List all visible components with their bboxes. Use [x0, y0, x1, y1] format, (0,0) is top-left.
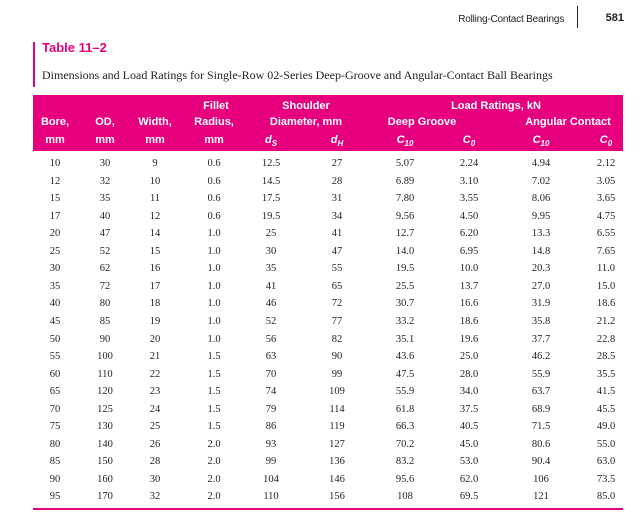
table-caption: Dimensions and Load Ratings for Single-Row 02-Series Deep-Groove and Angular-Contact Ball Bearings	[42, 68, 553, 82]
running-head: Rolling-Contact Bearings	[458, 14, 564, 25]
cell-deep-c0: 37.5	[459, 403, 479, 415]
cell-deep-c10: 5.07	[395, 158, 415, 169]
cell-ang-c10: 106	[533, 473, 549, 485]
cell-od: 130	[97, 421, 113, 433]
cell-od: 30	[99, 158, 111, 169]
cell-radius: 1.5	[207, 368, 221, 380]
cell-ang-c0: 2.12	[596, 158, 616, 169]
table-header	[33, 95, 623, 151]
cell-ds: 17.5	[261, 193, 281, 205]
cell-deep-c10: 43.6	[395, 351, 415, 363]
cell-deep-c0: 69.5	[459, 491, 479, 503]
cell-od: 62	[99, 263, 111, 275]
cell-width: 24	[149, 403, 161, 415]
cell-width: 19	[149, 315, 161, 327]
cell-ang-c10: 35.8	[531, 315, 551, 327]
cell-width: 12	[149, 210, 161, 222]
cell-ds: 86	[265, 421, 277, 433]
cell-deep-c0: 28.0	[459, 368, 479, 380]
cell-ds: 14.5	[261, 175, 281, 187]
cell-deep-c10: 30.7	[395, 298, 415, 310]
cell-radius: 1.0	[207, 333, 221, 345]
cell-radius: 1.0	[207, 263, 221, 275]
cell-ang-c10: 68.9	[531, 403, 551, 415]
cell-deep-c10: 70.2	[395, 438, 415, 450]
cell-ang-c10: 63.7	[531, 386, 551, 398]
cell-width: 23	[149, 386, 161, 398]
cell-deep-c10: 83.2	[395, 456, 415, 468]
cell-bore: 55	[49, 351, 61, 363]
cell-bore: 20	[49, 228, 61, 240]
cell-ang-c10: 8.06	[531, 193, 551, 205]
unit-bore: mm	[45, 134, 65, 146]
cell-od: 85	[99, 315, 111, 327]
cell-radius: 2.0	[207, 491, 221, 503]
cell-od: 110	[97, 368, 113, 380]
cell-ds: 52	[265, 315, 277, 327]
cell-width: 22	[149, 368, 161, 380]
header-diameter: Diameter, mm	[269, 116, 343, 128]
title-accent-bar	[33, 42, 35, 87]
cell-ds: 79	[265, 403, 277, 415]
cell-bore: 85	[49, 456, 61, 468]
cell-bore: 12	[49, 175, 61, 187]
cell-ang-c10: 27.0	[531, 280, 551, 292]
cell-bore: 70	[49, 403, 61, 415]
cell-deep-c0: 6.20	[459, 228, 479, 240]
cell-deep-c10: 12.7	[395, 228, 415, 240]
cell-width: 20	[149, 333, 161, 345]
cell-bore: 17	[49, 210, 61, 222]
cell-ang-c0: 3.05	[596, 175, 616, 187]
cell-deep-c10: 14.0	[395, 245, 415, 257]
cell-od: 47	[99, 228, 111, 240]
cell-deep-c0: 34.0	[459, 386, 479, 398]
cell-ds: 99	[265, 456, 277, 468]
unit-deep-c10: $C_{10}$	[396, 134, 414, 149]
header-width: Width,	[138, 116, 172, 128]
cell-deep-c0: 16.6	[459, 298, 479, 310]
cell-ang-c0: 3.65	[596, 193, 616, 205]
cell-radius: 1.5	[207, 386, 221, 398]
unit-radius: mm	[204, 134, 224, 146]
cell-ang-c0: 6.55	[596, 228, 616, 240]
cell-bore: 90	[49, 473, 61, 485]
cell-ang-c0: 35.5	[596, 368, 616, 380]
cell-deep-c10: 19.5	[395, 263, 415, 275]
cell-radius: 1.0	[207, 228, 221, 240]
cell-deep-c0: 2.24	[459, 158, 479, 169]
cell-deep-c0: 13.7	[459, 280, 479, 292]
cell-ds: 56	[265, 333, 277, 345]
cell-ang-c10: 20.3	[531, 263, 551, 275]
cell-dh: 109	[329, 386, 345, 398]
cell-dh: 156	[329, 491, 345, 503]
cell-ang-c0: 22.8	[596, 333, 616, 345]
cell-radius: 1.5	[207, 351, 221, 363]
cell-bore: 35	[49, 280, 61, 292]
cell-ang-c0: 85.0	[596, 491, 616, 503]
cell-width: 15	[149, 245, 161, 257]
cell-od: 150	[97, 456, 113, 468]
cell-width: 11	[149, 193, 161, 205]
cell-deep-c10: 95.6	[395, 473, 415, 485]
cell-deep-c0: 40.5	[459, 421, 479, 433]
cell-ang-c10: 37.7	[531, 333, 551, 345]
cell-radius: 2.0	[207, 438, 221, 450]
unit-ang-c0: $C_0$	[599, 134, 613, 149]
cell-ang-c10: 80.6	[531, 438, 551, 450]
cell-od: 100	[97, 351, 113, 363]
cell-od: 125	[97, 403, 113, 415]
cell-deep-c10: 55.9	[395, 386, 415, 398]
cell-od: 80	[99, 298, 111, 310]
cell-od: 32	[99, 175, 111, 187]
cell-deep-c10: 47.5	[395, 368, 415, 380]
cell-dh: 31	[331, 193, 343, 205]
cell-bore: 40	[49, 298, 61, 310]
cell-ang-c10: 13.3	[531, 228, 551, 240]
cell-ang-c10: 46.2	[531, 351, 551, 363]
cell-ang-c0: 15.0	[596, 280, 616, 292]
cell-deep-c0: 3.10	[459, 175, 479, 187]
cell-deep-c10: 7.80	[395, 193, 415, 205]
cell-od: 160	[97, 473, 113, 485]
cell-ang-c10: 31.9	[531, 298, 551, 310]
cell-bore: 15	[49, 193, 61, 205]
cell-dh: 34	[331, 210, 343, 222]
cell-ds: 25	[265, 228, 277, 240]
cell-radius: 1.0	[207, 315, 221, 327]
cell-ang-c0: 7.65	[596, 245, 616, 257]
cell-bore: 95	[49, 491, 61, 503]
cell-width: 32	[149, 491, 161, 503]
cell-radius: 1.0	[207, 245, 221, 257]
cell-radius: 1.0	[207, 298, 221, 310]
cell-ang-c0: 18.6	[596, 298, 616, 310]
cell-ds: 93	[265, 438, 277, 450]
cell-dh: 82	[331, 333, 343, 345]
cell-ang-c10: 55.9	[531, 368, 551, 380]
cell-ang-c0: 63.0	[596, 456, 616, 468]
cell-deep-c10: 108	[397, 491, 413, 503]
cell-dh: 27	[331, 158, 343, 169]
cell-ang-c0: 41.5	[596, 386, 616, 398]
cell-ang-c0: 49.0	[596, 421, 616, 433]
cell-dh: 55	[331, 263, 343, 275]
cell-dh: 28	[331, 175, 343, 187]
cell-radius: 0.6	[207, 210, 221, 222]
header-load-ratings: Load Ratings, kN	[451, 100, 541, 112]
header-shoulder: Shoulder	[282, 100, 330, 112]
header-bore: Bore,	[40, 116, 70, 128]
cell-ds: 63	[265, 351, 277, 363]
cell-radius: 1.5	[207, 403, 221, 415]
cell-width: 18	[149, 298, 161, 310]
cell-width: 16	[149, 263, 161, 275]
cell-width: 28	[149, 456, 161, 468]
cell-dh: 127	[329, 438, 345, 450]
unit-od: mm	[95, 134, 115, 146]
cell-ds: 70	[265, 368, 277, 380]
cell-width: 26	[149, 438, 161, 450]
header-angular-contact: Angular Contact	[525, 116, 611, 128]
cell-width: 9	[152, 158, 158, 169]
cell-dh: 136	[329, 456, 345, 468]
cell-ang-c10: 4.94	[531, 158, 551, 169]
cell-radius: 1.5	[207, 421, 221, 433]
cell-ang-c0: 21.2	[596, 315, 616, 327]
cell-ang-c0: 28.5	[596, 351, 616, 363]
header-od: OD,	[95, 116, 115, 128]
cell-width: 25	[149, 421, 161, 433]
cell-radius: 2.0	[207, 473, 221, 485]
cell-width: 10	[149, 175, 161, 187]
unit-ang-c10: $C_{10}$	[532, 134, 550, 149]
cell-ds: 41	[265, 280, 277, 292]
cell-ang-c0: 4.75	[596, 210, 616, 222]
cell-ang-c10: 121	[533, 491, 549, 503]
cell-ang-c0: 11.0	[597, 263, 615, 275]
cell-ds: 46	[265, 298, 277, 310]
cell-od: 35	[99, 193, 111, 205]
cell-deep-c10: 61.8	[395, 403, 415, 415]
cell-od: 72	[99, 280, 111, 292]
cell-deep-c10: 35.1	[395, 333, 415, 345]
cell-deep-c0: 25.0	[459, 351, 479, 363]
cell-radius: 0.6	[207, 175, 221, 187]
cell-ang-c0: 73.5	[596, 473, 616, 485]
cell-width: 17	[149, 280, 161, 292]
cell-od: 52	[99, 245, 111, 257]
cell-width: 30	[149, 473, 161, 485]
page-number: 581	[605, 12, 624, 24]
cell-bore: 60	[49, 368, 61, 380]
cell-dh: 90	[331, 351, 343, 363]
cell-deep-c0: 6.95	[459, 245, 479, 257]
cell-bore: 30	[49, 263, 61, 275]
cell-deep-c10: 66.3	[395, 421, 415, 433]
cell-od: 120	[97, 386, 113, 398]
cell-ds: 110	[263, 491, 279, 503]
cell-ang-c0: 45.5	[596, 403, 616, 415]
cell-ang-c10: 9.95	[531, 210, 551, 222]
cell-deep-c0: 53.0	[459, 456, 479, 468]
cell-dh: 47	[331, 245, 343, 257]
cell-ds: 30	[265, 245, 277, 257]
table-bottom-rule	[33, 508, 623, 510]
cell-dh: 114	[329, 403, 345, 415]
cell-deep-c0: 62.0	[459, 473, 479, 485]
header-deep-groove: Deep Groove	[387, 116, 457, 128]
cell-bore: 65	[49, 386, 61, 398]
cell-deep-c0: 3.55	[459, 193, 479, 205]
cell-radius: 1.0	[207, 280, 221, 292]
header-fillet: Fillet	[203, 100, 229, 112]
header-radius: Radius,	[194, 116, 234, 128]
cell-radius: 0.6	[207, 193, 221, 205]
cell-bore: 10	[49, 158, 61, 169]
cell-od: 40	[99, 210, 111, 222]
cell-dh: 77	[331, 315, 343, 327]
cell-od: 170	[97, 491, 113, 503]
cell-ang-c0: 55.0	[596, 438, 616, 450]
cell-bore: 75	[49, 421, 61, 433]
cell-width: 21	[149, 351, 161, 363]
cell-deep-c10: 33.2	[395, 315, 415, 327]
unit-width: mm	[145, 134, 165, 146]
cell-deep-c10: 9.56	[395, 210, 415, 222]
cell-dh: 72	[331, 298, 343, 310]
cell-bore: 80	[49, 438, 61, 450]
header-divider	[577, 6, 578, 28]
cell-deep-c10: 6.89	[395, 175, 415, 187]
cell-bore: 45	[49, 315, 61, 327]
cell-bore: 25	[49, 245, 61, 257]
cell-bore: 50	[49, 333, 61, 345]
cell-od: 90	[99, 333, 111, 345]
table-label: Table 11–2	[42, 40, 107, 55]
cell-dh: 146	[329, 473, 345, 485]
cell-dh: 119	[329, 421, 345, 433]
cell-dh: 99	[331, 368, 343, 380]
cell-ds: 35	[265, 263, 277, 275]
unit-dh: $d_H$	[330, 134, 344, 149]
cell-ang-c10: 7.02	[531, 175, 551, 187]
cell-ang-c10: 14.8	[531, 245, 551, 257]
cell-dh: 41	[331, 228, 343, 240]
cell-deep-c0: 4.50	[459, 210, 479, 222]
cell-deep-c0: 19.6	[459, 333, 479, 345]
unit-deep-c0: $C_0$	[462, 134, 476, 149]
cell-radius: 2.0	[207, 456, 221, 468]
cell-ang-c10: 71.5	[531, 421, 551, 433]
cell-width: 14	[149, 228, 161, 240]
cell-deep-c10: 25.5	[395, 280, 415, 292]
cell-deep-c0: 18.6	[459, 315, 479, 327]
cell-deep-c0: 10.0	[459, 263, 479, 275]
cell-od: 140	[97, 438, 113, 450]
cell-ds: 19.5	[261, 210, 281, 222]
cell-ang-c10: 90.4	[531, 456, 551, 468]
cell-ds: 12.5	[261, 158, 281, 169]
cell-dh: 65	[331, 280, 343, 292]
cell-radius: 0.6	[207, 158, 221, 169]
cell-ds: 74	[265, 386, 277, 398]
cell-deep-c0: 45.0	[459, 438, 479, 450]
cell-ds: 104	[263, 473, 279, 485]
unit-ds: $d_S$	[264, 134, 278, 149]
